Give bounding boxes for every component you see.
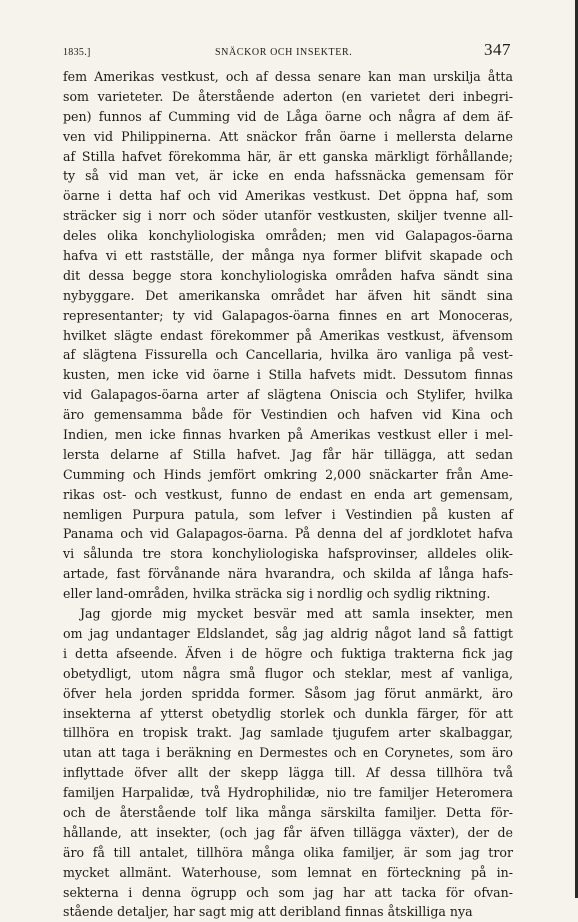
text-line: Indien, men icke finnas hvarken på Amerikas vestkust eller i mel-	[63, 427, 513, 443]
text-line: sekterna i denna ögrupp och som jag har att tacka för ofvan-	[63, 884, 513, 900]
text-line: insekterna af ytterst obetydlig storlek och dunkla färger, för att	[63, 705, 513, 721]
text-line: kusten, men icke vid öarne i Stilla hafvets midt. Dessutom finnas	[63, 367, 513, 383]
text-line: Panama och vid Galapagos-öarna. På denna del af jordklotet hafva	[63, 526, 513, 542]
text-line: hafva vi ett rastställe, der många nya former blifvit skapade och	[63, 248, 513, 264]
text-line: äro gemensamma både för Vestindien och hafven vid Kina och	[63, 407, 513, 423]
text-line: representanter; ty vid Galapagos-öarna finnes en art Monoceras,	[63, 307, 513, 323]
text-line: inflyttade öfver allt der skepp lägga till. Af dessa tillhöra två	[63, 765, 513, 781]
text-line: om jag undantager Eldslandet, såg jag aldrig något land så fattigt	[63, 625, 513, 641]
text-line: obetydligt, utom några små flugor och steklar, mest af vanliga,	[63, 665, 513, 681]
body-text	[63, 67, 513, 922]
text-line: familjen Harpalidæ, två Hydrophilidæ, nio tre familjer Heteromera	[63, 785, 513, 801]
text-line: som varieteter. De återstående aderton (en varietet deri inbegri-	[63, 88, 513, 104]
text-line: utan att taga i beräkning en Dermestes och en Corynetes, som äro	[63, 745, 513, 761]
text-line: vid Galapagos-öarna arter af slägtena Oniscia och Stylifer, hvilka	[63, 387, 513, 403]
text-line: eller land-områden, hvilka sträcka sig i nordlig och sydlig riktning.	[63, 586, 491, 602]
text-line: öfver hela jorden spridda former. Såsom jag förut anmärkt, äro	[63, 685, 513, 701]
text-line: lersta delarne af Stilla hafvet. Jag får här tillägga, att sedan	[63, 446, 513, 462]
text-line: Cumming och Hinds jemfört omkring 2,000 snäckarter från Ame-	[63, 466, 513, 482]
text-line: stående detaljer, har sagt mig att deribland finnas åtskilliga nya	[63, 904, 473, 920]
text-line: öarne i detta haf och vid Amerikas vestkust. Det öppna haf, som	[63, 188, 513, 204]
text-line: rikas ost- och vestkust, funno de endast en enda art gemensam,	[63, 486, 513, 502]
text-line: nybyggare. Det amerikanska området har äfven hit sändt sina	[63, 287, 513, 303]
text-line: och de återstående tolf lika många särskilta familjer. Detta för-	[63, 804, 513, 820]
text-line: nemligen Purpura patula, som lefver i Vestindien på kusten af	[63, 506, 513, 522]
page-number: 347	[484, 40, 511, 59]
text-line: hvilket slägte endast förekommer på Amerikas vestkust, äfvensom	[63, 327, 513, 343]
text-line: Jag gjorde mig mycket besvär med att samla insekter, men	[80, 606, 513, 622]
text-line: ty så vid man vet, är icke en enda hafssnäcka gemensam för	[63, 168, 513, 184]
text-line: deles olika konchyliologiska områden; men vid Galapagos-öarna	[63, 228, 513, 244]
text-line: sträcker sig i norr och söder utanför vestkusten, skiljer tvenne all-	[63, 208, 513, 224]
text-line: i detta afseende. Äfven i de högre och fuktiga trakterna fick jag	[63, 645, 513, 661]
text-line: fem Amerikas vestkust, och af dessa senare kan man urskilja åtta	[63, 69, 513, 84]
header-title: SNÄCKOR OCH INSEKTER.	[215, 47, 353, 58]
text-line: af Stilla hafvet förekomma här, är ett ganska märkligt förhållande;	[63, 148, 513, 164]
text-line: dit dessa begge stora konchyliologiska områden hafva sändt sina	[63, 267, 513, 283]
running-header	[63, 40, 511, 62]
text-line: ven vid Philippinerna. Att snäckor från öarne i mellersta delarne	[63, 128, 513, 144]
text-line: af slägtena Fissurella och Cancellaria, hvilka äro vanliga på vest-	[63, 347, 513, 363]
text-line: hållande, att insekter, (och jag får äfven tillägga växter), der de	[63, 824, 513, 840]
header-year: 1835.]	[63, 47, 91, 58]
text-line: artade, fast förvånande nära hvarandra, och skilda af långa hafs-	[63, 566, 513, 582]
text-line: pen) funnos af Cumming vid de Låga öarne och några af dem äf-	[63, 108, 513, 124]
text-line: vi sålunda tre stora konchyliologiska hafsprovinser, alldeles olik-	[63, 546, 513, 562]
text-line: mycket allmänt. Waterhouse, som lemnat en förteckning på in-	[63, 864, 513, 880]
text-line: äro få till antalet, tillhöra många olika familjer, är som jag tror	[63, 844, 513, 860]
text-line: tillhöra en tropisk trakt. Jag samlade tjugufem arter skalbaggar,	[63, 725, 513, 741]
